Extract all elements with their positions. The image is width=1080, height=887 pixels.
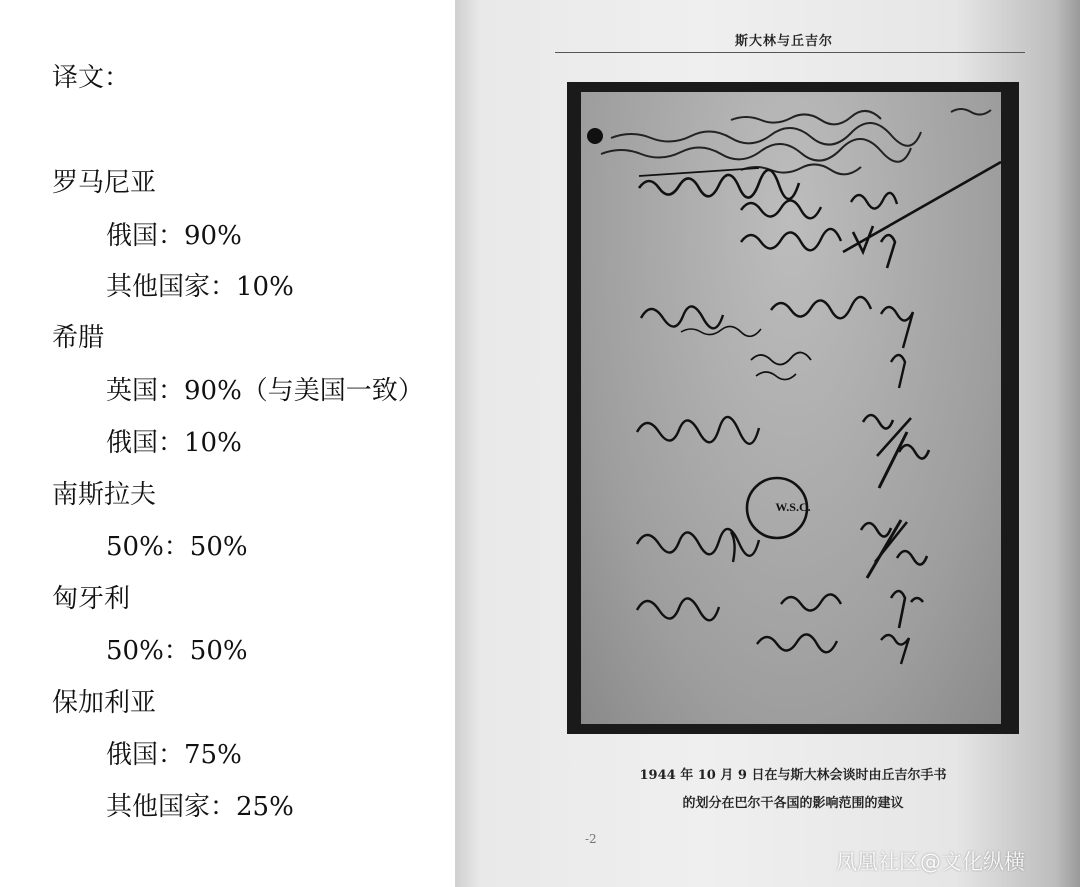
country-bulgaria: 保加利亚 xyxy=(52,688,157,718)
photo-caption-line-2: 的划分在巴尔干各国的影响范围的建议 xyxy=(682,796,904,811)
country-hungary: 匈牙利 xyxy=(52,584,131,614)
share-greece-britain: 英国：90%（与美国一致） xyxy=(106,376,424,406)
share-greece-russia: 俄国：10% xyxy=(106,428,242,458)
running-head: 斯大林与丘吉尔 xyxy=(735,34,834,49)
share-romania-russia: 俄国：90% xyxy=(106,221,242,251)
watermark: 凤凰社区@文化纵横 xyxy=(836,850,1025,874)
share-bulgaria-russia: 俄国：75% xyxy=(106,740,242,770)
share-bulgaria-others: 其他国家：25% xyxy=(106,792,294,822)
handwritten-note-drawing xyxy=(581,92,1001,724)
photo-caption-line-1: 1944 年 10 月 9 日在与斯大林会谈时由丘吉尔手书 xyxy=(639,768,947,783)
share-hungary: 50%：50% xyxy=(106,636,248,666)
wsc-stamp: W.S.C. xyxy=(775,500,811,514)
country-yugoslavia: 南斯拉夫 xyxy=(52,480,157,510)
share-yugoslavia: 50%：50% xyxy=(106,532,248,562)
translation-panel xyxy=(0,0,455,887)
scanned-book-page xyxy=(455,0,1080,887)
running-head-rule xyxy=(555,52,1025,53)
share-romania-others: 其他国家：10% xyxy=(106,272,294,302)
handwritten-note-photo xyxy=(581,92,1001,724)
country-romania: 罗马尼亚 xyxy=(52,168,157,198)
translation-heading: 译文： xyxy=(52,63,131,93)
country-greece: 希腊 xyxy=(52,323,105,353)
page-mark: -2 xyxy=(585,832,597,846)
